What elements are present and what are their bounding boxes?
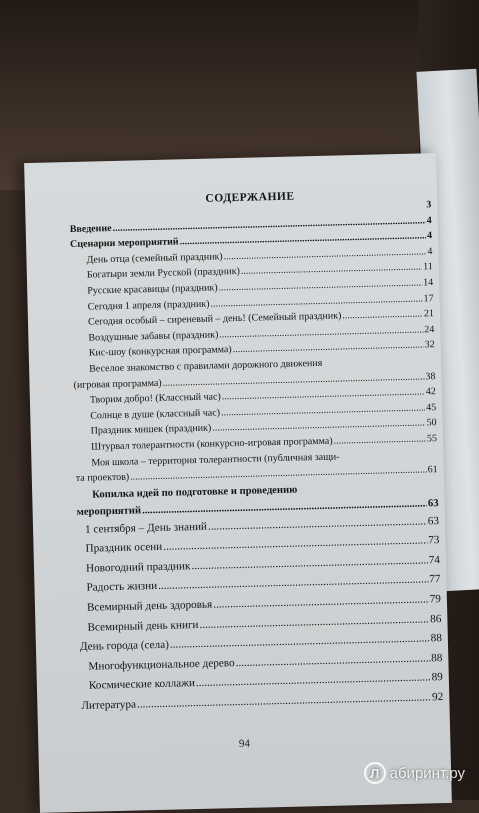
toc-entry-label: мероприятий	[76, 505, 142, 518]
book-page	[24, 153, 452, 813]
toc-entry-page: 3	[426, 199, 432, 211]
toc-entry-label: Творим добро! (Классный час)	[89, 391, 221, 406]
toc-entry-label: Кис-шоу (конкурсная программа)	[88, 344, 232, 359]
table-of-contents	[69, 187, 444, 716]
toc-entry-label: Моя школа – территория толерантности (публичная защи-	[91, 451, 340, 469]
toc-entry-label: Праздник осени	[85, 541, 163, 556]
toc-entry-label: День города (села)	[79, 638, 170, 654]
toc-entry-page: 88	[431, 651, 443, 665]
toc-entry-label: Сценарии мероприятий	[69, 236, 179, 251]
toc-entry-page: 24	[424, 323, 435, 336]
toc-entry-page: 50	[426, 417, 437, 429]
toc-entry-page: 14	[423, 277, 434, 289]
labirint-logo-icon: Л	[364, 762, 386, 784]
toc-entry-label: 1 сентября – День знаний	[84, 520, 208, 536]
toc-entry-label: Космические коллажи	[88, 677, 196, 693]
toc-entry-page: 55	[426, 433, 438, 445]
toc-entry-page: 89	[431, 671, 443, 684]
toc-entry-label: Введение	[69, 222, 112, 235]
toc-entry-page: 61	[427, 464, 438, 476]
watermark	[364, 762, 465, 784]
toc-entry-page: 4	[426, 230, 433, 242]
toc-entry-page: 79	[429, 593, 442, 606]
toc-entry-page: 32	[424, 339, 435, 351]
toc-entry-label: Всемирный день здоровья	[86, 598, 213, 614]
toc-entry-label: Всемирный день книги	[87, 618, 199, 634]
toc-entry-label: Веселое знакомство с правилами дорожного движения	[89, 357, 323, 375]
toc-entry-page: 77	[429, 573, 441, 586]
toc-entry-label: Копилка идей по подготовке и проведению	[92, 484, 298, 501]
toc-entry-label: Новогодний праздник	[85, 560, 191, 575]
toc-entry-label: Воздушные забавы (праздник)	[88, 329, 219, 344]
toc-entry-page: 42	[425, 386, 436, 398]
toc-entry-label: Богатыри земли Русской (праздник)	[86, 266, 241, 282]
toc-entry-label: Литература	[81, 698, 137, 712]
toc-entry-page: 86	[430, 612, 442, 625]
toc-entry-page: 38	[425, 370, 436, 382]
toc-entry-label: Солнце в душе (классный час)	[90, 407, 221, 422]
toc-entry-page: 45	[426, 401, 437, 414]
toc-entry-page: 4	[426, 214, 432, 226]
toc-entry-label: Сегодня особый – сиреневый – день! (Семейный праздник)	[87, 310, 342, 328]
toc-entry-page: 21	[423, 308, 435, 320]
toc-entry-label: Радость жизни	[86, 580, 158, 595]
page-number: 94	[238, 737, 251, 751]
toc-entry-label: День отца (семейный праздник)	[86, 251, 223, 266]
toc-entry-label: Праздник мишек (праздник)	[90, 422, 212, 437]
toc-entry-page: 17	[423, 292, 434, 304]
toc-entry-page: 74	[428, 553, 441, 567]
toc-entry-label: та проектов)	[75, 471, 130, 485]
toc-entry-page: 88	[430, 632, 443, 645]
watermark-text: абиринт.ру	[389, 764, 465, 782]
toc-entry-label: (игровая программа)	[73, 377, 162, 391]
toc-title: СОДЕРЖАНИЕ	[205, 190, 295, 205]
toc-entry-label: Сегодня 1 апреля (праздник)	[87, 298, 210, 313]
toc-entry-page: 63	[427, 514, 440, 528]
toc-entry-label: Многофункциональное дерево	[88, 656, 235, 673]
toc-entry-page: 11	[423, 261, 433, 273]
toc-entry-label: Штурвал толерантности (конкурсно-игровая программа)	[90, 435, 333, 453]
toc-entry-page: 63	[427, 497, 439, 510]
toc-entry-label: Русские красавицы (праздник)	[87, 282, 218, 297]
toc-entry-page: 92	[431, 691, 444, 704]
toc-entry-page: 4	[427, 245, 433, 258]
toc-entry-page: 73	[428, 534, 440, 547]
